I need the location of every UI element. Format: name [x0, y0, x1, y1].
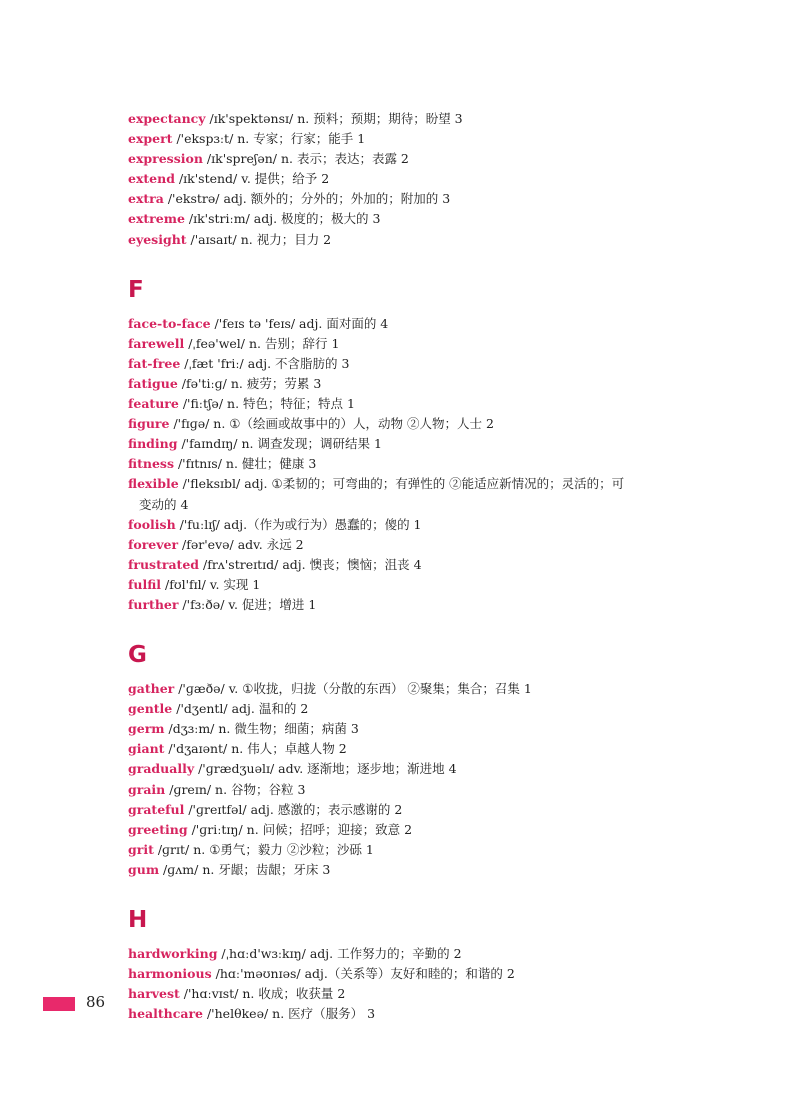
definition: /'ɡrædʒuəlɪ/ adv. 逐渐地；逐步地；渐进地 4 — [194, 761, 457, 777]
definition: /'fleksɪbl/ adj. ①柔韧的；可弯曲的；有弹性的 ②能适应新情况的；灵活的；可 — [178, 476, 625, 492]
headword: eyesight — [128, 231, 187, 247]
headword: gather — [128, 681, 175, 697]
headword: expert — [128, 131, 173, 147]
vocab-entry — [128, 169, 688, 189]
page-number: 86 — [86, 993, 106, 1011]
definition: /fə'tiːɡ/ n. 疲劳；劳累 3 — [177, 375, 322, 391]
vocab-entry — [128, 209, 688, 229]
vocab-entry — [128, 354, 688, 374]
headword: healthcare — [128, 1006, 203, 1022]
headword: figure — [128, 416, 170, 432]
headword: fitness — [128, 456, 174, 472]
headword: flexible — [128, 476, 179, 492]
definition: /frʌ'streɪtɪd/ adj. 懊丧；懊恼；沮丧 4 — [199, 556, 422, 572]
headword: forever — [128, 536, 179, 552]
headword: gradually — [128, 761, 195, 777]
vocab-entry — [128, 860, 688, 880]
headword: harvest — [128, 986, 180, 1002]
headword: fatigue — [128, 375, 178, 391]
definition: /'ɡriːtɪŋ/ n. 问候；招呼；迎接；致意 2 — [187, 821, 413, 837]
headword: giant — [128, 741, 165, 757]
definition: /ɡʌm/ n. 牙龈；齿龈；牙床 3 — [159, 861, 331, 877]
definition: /ˌfæt 'friː/ adj. 不含脂肪的 3 — [180, 355, 350, 371]
vocab-entry — [128, 414, 688, 434]
definition: /'dʒentl/ adj. 温和的 2 — [172, 701, 309, 717]
definition: /dʒɜːm/ n. 微生物；细菌；病菌 3 — [164, 721, 359, 737]
definition: /ɪk'stend/ v. 提供；给予 2 — [174, 171, 330, 187]
vocab-entry — [128, 129, 688, 149]
definition: /'ɡreɪtfəl/ adj. 感激的；表示感谢的 2 — [184, 801, 403, 817]
vocab-entry — [128, 109, 688, 129]
vocab-entry — [128, 515, 688, 535]
vocab-entry — [128, 840, 688, 860]
definition: /ɪk'spreʃən/ n. 表示；表达；表露 2 — [202, 151, 409, 167]
definition: /'helθkeə/ n. 医疗（服务） 3 — [203, 1006, 376, 1022]
headword: farewell — [128, 335, 185, 351]
definition: /'faɪndɪŋ/ n. 调查发现；调研结果 1 — [177, 436, 382, 452]
vocab-entry — [128, 679, 688, 699]
vocab-entry — [128, 739, 688, 759]
vocab-entry — [128, 394, 688, 414]
headword: expression — [128, 151, 203, 167]
headword: gum — [128, 861, 160, 877]
vocab-entry — [128, 964, 688, 984]
vocab-entry — [128, 189, 688, 209]
definition: /ɪk'spektənsɪ/ n. 预料；预期；期待；盼望 3 — [205, 111, 463, 126]
headword: face-to-face — [128, 315, 211, 331]
headword: feature — [128, 396, 179, 412]
vocab-entry — [128, 230, 688, 250]
vocab-entry — [128, 984, 688, 1004]
definition: /ɡreɪn/ n. 谷物；谷粒 3 — [165, 781, 306, 797]
vocab-entry — [128, 434, 688, 454]
section-letter: H — [128, 907, 148, 933]
definition: /'ekspɜːt/ n. 专家；行家；能手 1 — [172, 131, 366, 147]
definition: /fʊl'fɪl/ v. 实现 1 — [161, 576, 261, 592]
vocab-entry — [128, 575, 688, 595]
headword: extend — [128, 171, 175, 187]
headword: frustrated — [128, 556, 200, 572]
definition: /'feɪs tə 'feɪs/ adj. 面对面的 4 — [210, 315, 389, 331]
definition: /hɑː'məʊnɪəs/ adj.（关系等）友好和睦的；和谐的 2 — [211, 966, 515, 982]
vocab-entry — [128, 699, 688, 719]
headword: grateful — [128, 801, 185, 817]
vocab-entry — [128, 780, 688, 800]
definition: /ɡrɪt/ n. ①勇气；毅力 ②沙粒；沙砾 1 — [153, 841, 374, 857]
headword: expectancy — [128, 111, 206, 126]
vocab-entry — [128, 314, 688, 334]
headword: germ — [128, 721, 165, 737]
vocab-entry — [128, 820, 688, 840]
headword: further — [128, 596, 179, 612]
vocab-entry — [128, 719, 688, 739]
headword: finding — [128, 436, 178, 452]
vocab-entry — [128, 334, 688, 354]
vocab-entry — [128, 474, 688, 514]
definition: /'fiːtʃə/ n. 特色；特征；特点 1 — [178, 396, 355, 412]
vocab-entry — [128, 535, 688, 555]
headword: grit — [128, 841, 154, 857]
definition: /'fɪɡə/ n. ①（绘画或故事中的）人，动物 ②人物；人士 2 — [169, 416, 494, 432]
definition: /ɪk'striːm/ adj. 极度的；极大的 3 — [184, 211, 381, 227]
vocab-entry — [128, 759, 688, 779]
vocab-entry — [128, 1004, 688, 1024]
headword: extreme — [128, 211, 185, 227]
definition: /ˌfeə'wel/ n. 告别；辞行 1 — [184, 335, 340, 351]
vocab-entry — [128, 454, 688, 474]
headword: harmonious — [128, 966, 212, 982]
definition: /'dʒaɪənt/ n. 伟人；卓越人物 2 — [164, 741, 347, 757]
definition: /fər'evə/ adv. 永远 2 — [178, 536, 304, 552]
definition: /'fuːlɪʃ/ adj.（作为或行为）愚蠢的；傻的 1 — [175, 516, 422, 532]
definition: /'aɪsaɪt/ n. 视力；目力 2 — [186, 231, 332, 247]
headword: grain — [128, 781, 166, 797]
vocab-entry — [128, 595, 688, 615]
vocab-entry — [128, 944, 688, 964]
definition-continued: 变动的 4 — [139, 496, 189, 512]
vocabulary-list — [128, 109, 688, 1024]
definition: /'ekstrə/ adj. 额外的；分外的；外加的；附加的 3 — [163, 191, 451, 207]
vocab-entry — [128, 800, 688, 820]
headword: gentle — [128, 701, 173, 717]
headword: hardworking — [128, 946, 218, 961]
definition: /'ɡæðə/ v. ①收拢，归拢（分散的东西） ②聚集；集合；召集 1 — [174, 681, 532, 697]
headword: fulfil — [128, 576, 162, 592]
headword: extra — [128, 191, 164, 207]
vocab-entry — [128, 149, 688, 169]
definition: /'hɑːvɪst/ n. 收成；收获量 2 — [179, 986, 346, 1002]
definition: /'fɪtnɪs/ n. 健壮；健康 3 — [173, 456, 317, 472]
headword: fat-free — [128, 355, 181, 371]
section-letter: G — [128, 642, 147, 669]
headword: greeting — [128, 821, 188, 837]
definition: /ˌhɑːd'wɜːkɪŋ/ adj. 工作努力的；辛勤的 2 — [217, 946, 462, 961]
vocab-entry — [128, 555, 688, 575]
headword: foolish — [128, 516, 176, 532]
definition: /'fɜːðə/ v. 促进；增进 1 — [178, 596, 317, 612]
vocab-entry — [128, 374, 688, 394]
page-tab-marker — [43, 997, 75, 1011]
section-letter: F — [128, 276, 144, 303]
